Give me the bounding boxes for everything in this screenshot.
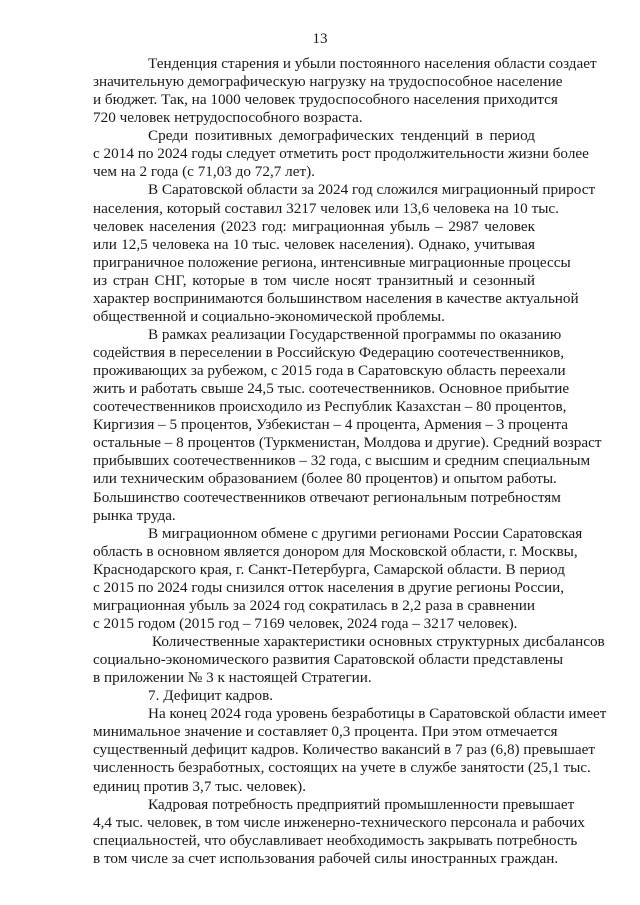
text-line: социально-экономического развития Саратовской области представлены (93, 651, 564, 669)
text-line: существенный дефицит кадров. Количество вакансий в 7 раз (6,8) превышает (93, 741, 596, 759)
paragraph (93, 687, 535, 705)
paragraph (93, 127, 589, 181)
text-line: прибывших соотечественников – 32 года, с высшим и средним специальным (93, 452, 591, 470)
text-line: проживающих за рубежом, с 2015 года в Саратовскую область переехали (93, 362, 566, 380)
document-body (93, 55, 607, 868)
text-line: человек населения (2023 год: миграционная убыль – 2987 человек (93, 217, 535, 235)
text-line: и бюджет. Так, на 1000 человек трудоспособного населения приходится (93, 91, 558, 109)
text-line: В Саратовской области за 2024 год сложился миграционный прирост (148, 181, 596, 199)
text-line: Среди позитивных демографических тенденций в период (148, 127, 535, 145)
paragraph (93, 55, 597, 127)
text-line: В рамках реализации Государственной программы по оказанию (148, 325, 562, 343)
paragraph (93, 524, 583, 633)
text-line: Краснодарского края, г. Санкт-Петербурга, Самарской области. В период (93, 560, 565, 578)
text-line: 7. Дефицит кадров. (148, 687, 274, 705)
text-line: приграничное положение региона, интенсивные миграционные процессы (93, 253, 571, 271)
text-line: характер воспринимаются большинством населения в качестве актуальной (93, 289, 579, 307)
text-line: Тенденция старения и убыли постоянного населения области создает (148, 55, 597, 72)
text-line: Количественные характеристики основных структурных дисбалансов (152, 633, 605, 650)
text-line: Кадровая потребность предприятий промышленности превышает (148, 795, 575, 813)
text-line: На конец 2024 года уровень безработицы в Саратовской области имеет (148, 705, 607, 723)
text-line: специальностей, что обуславливает необходимость закрывать потребность (93, 831, 578, 849)
page-number: 13 (312, 31, 328, 47)
text-line: численность безработных, состоящих на учете в службе занятости (25,1 тыс. (93, 759, 591, 777)
text-line: жить и работать свыше 24,5 тыс. соотечественников. Основное прибытие (93, 380, 570, 398)
text-line: в том числе за счет использования рабочей силы иностранных граждан. (93, 849, 559, 867)
text-line: с 2015 годом (2015 год – 7169 человек, 2024 года – 3217 человек). (93, 614, 518, 632)
paragraph (93, 325, 602, 525)
paragraph (93, 633, 605, 687)
text-line: область в основном является донором для Московской области, г. Москвы, (93, 542, 578, 560)
paragraph (93, 181, 596, 326)
text-line: значительную демографическую нагрузку на трудоспособное население (93, 73, 563, 91)
text-line: остальные – 8 процентов (Туркменистан, Молдова и другие). Средний возраст (93, 434, 602, 452)
text-line: с 2015 по 2024 годы снизился отток населения в другие регионы России, (93, 578, 565, 596)
text-line: содействия в переселении в Российскую Федерацию соотечественников, (93, 344, 565, 361)
text-line: 720 человек нетрудоспособного возраста. (93, 109, 363, 127)
text-line: населения, который составил 3217 человек или 13,6 человека на 10 тыс. (93, 199, 559, 217)
text-line: в приложении № 3 к настоящей Стратегии. (93, 669, 372, 687)
text-line: рынка труда. (93, 506, 176, 524)
paragraph (93, 705, 607, 795)
text-line: миграционная убыль за 2024 год сократилась в 2,2 раза в сравнении (93, 596, 535, 614)
text-line: минимальное значение и составляет 0,3 процента. При этом отмечается (93, 723, 558, 741)
text-line: общественной и социально-экономической проблемы. (93, 307, 445, 325)
text-line: с 2014 по 2024 годы следует отметить рост продолжительности жизни более (93, 145, 589, 163)
paragraph (93, 795, 586, 868)
text-line: или 12,5 человека на 10 тыс. человек населения). Однако, учитывая (93, 235, 535, 253)
text-line: из стран СНГ, которые в том числе носят транзитный и сезонный (93, 271, 535, 289)
text-line: 4,4 тыс. человек, в том числе инженерно-технического персонала и рабочих (93, 813, 586, 831)
text-line: В миграционном обмене с другими регионами России Саратовская (148, 524, 583, 542)
text-line: Киргизия – 5 процентов, Узбекистан – 4 процента, Армения – 3 процента (93, 416, 569, 434)
text-line: чем на 2 года (с 71,03 до 72,7 лет). (93, 163, 315, 181)
text-line: единиц против 3,7 тыс. человек). (93, 777, 306, 795)
text-line: Большинство соотечественников отвечают региональным потребностям (93, 488, 561, 506)
text-line: или техническим образованием (более 80 процентов) и опытом работы. (93, 470, 557, 488)
text-line: соотечественников происходило из Республик Казахстан – 80 процентов, (93, 398, 567, 416)
